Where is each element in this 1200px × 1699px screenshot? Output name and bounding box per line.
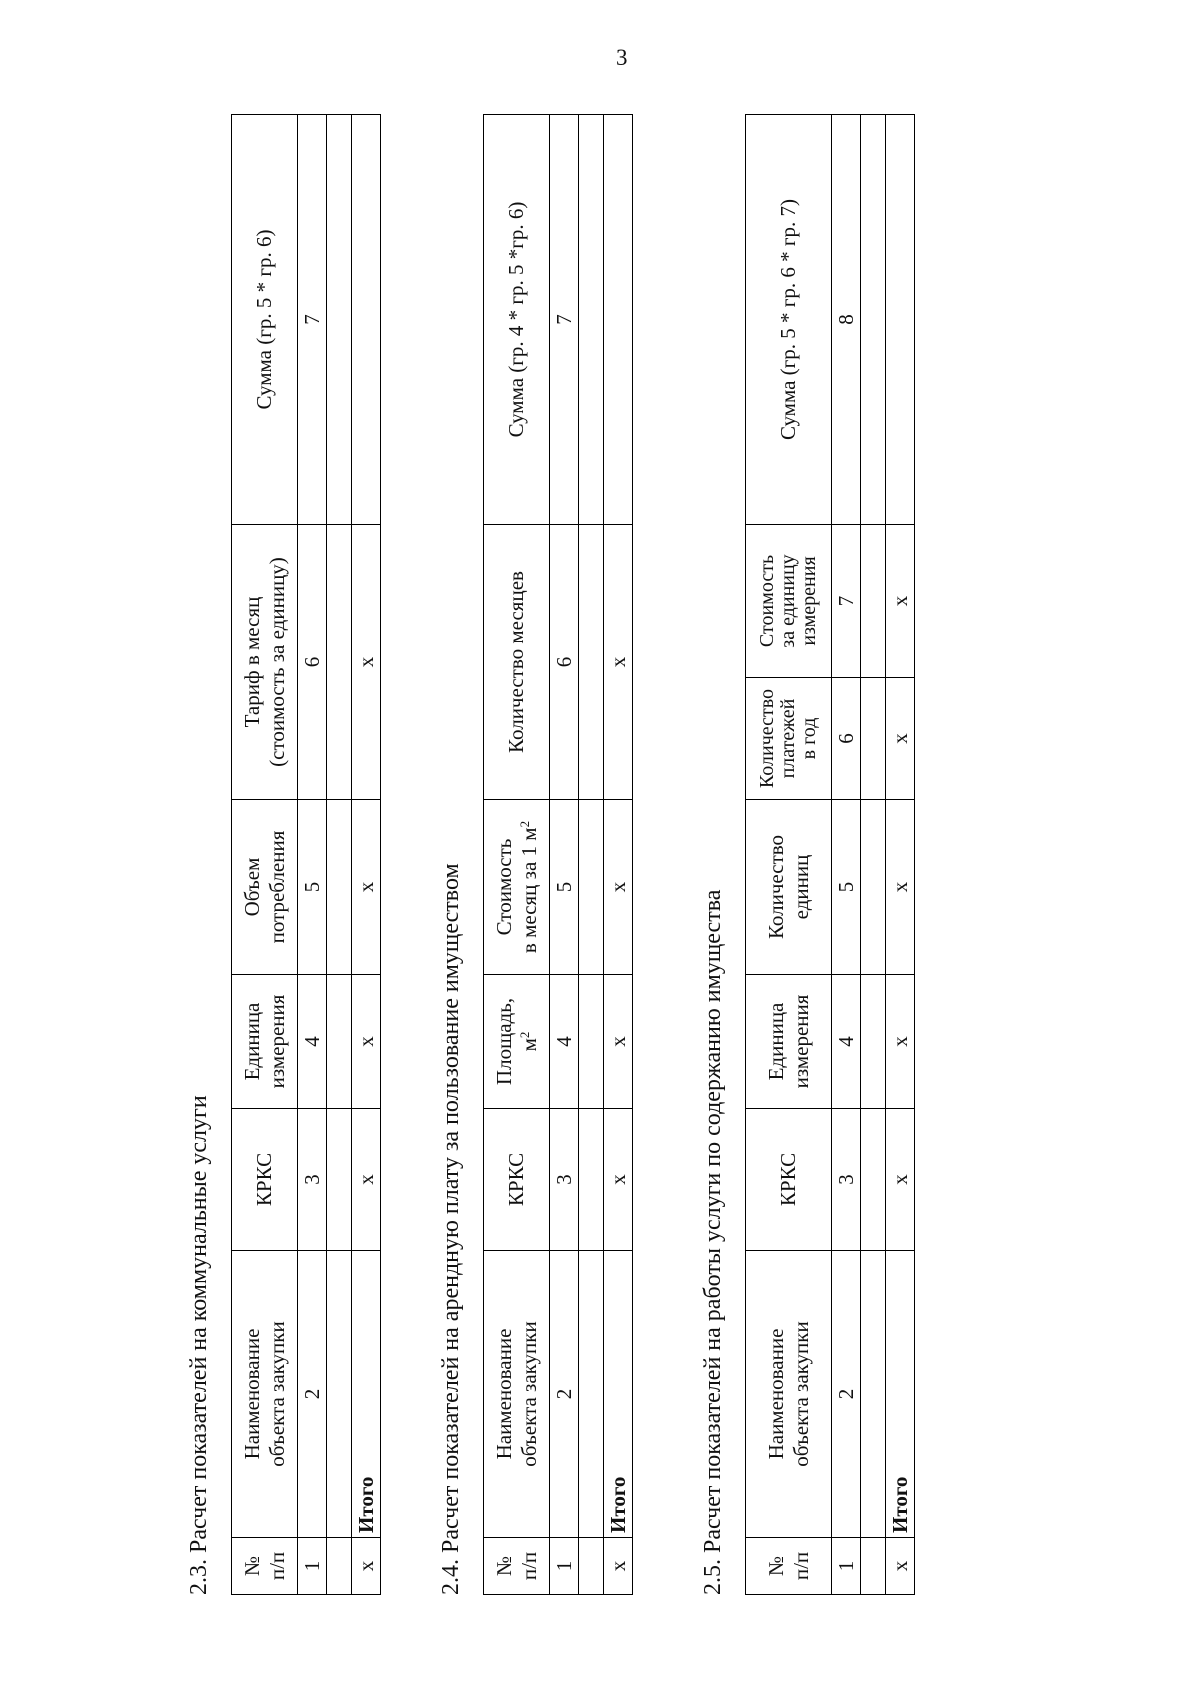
column-index-cell: 2 [832, 1251, 861, 1538]
column-index-cell: 5 [832, 800, 861, 975]
column-index-cell: 1 [550, 1538, 579, 1595]
empty-cell [579, 800, 604, 975]
total-row-x-cell: x [886, 975, 915, 1109]
utility-services-section [187, 115, 381, 1595]
total-row-x-cell: x [604, 1538, 633, 1595]
total-row-x-cell: x [352, 1109, 381, 1251]
column-sum-header: Сумма (гр. 5 * гр. 6 * гр. 7) [746, 115, 832, 525]
empty-cell [579, 1251, 604, 1538]
column-unit-header: Единица измерения [232, 975, 298, 1109]
column-krks-header: КРКС [232, 1109, 298, 1251]
empty-cell [861, 115, 886, 525]
total-row-x-cell: x [604, 975, 633, 1109]
empty-cell [327, 975, 352, 1109]
empty-cell [861, 1538, 886, 1595]
empty-cell [579, 1109, 604, 1251]
column-index-cell: 7 [298, 115, 327, 525]
property-maintenance-table [745, 114, 915, 1595]
empty-cell [579, 115, 604, 525]
column-number-row [832, 115, 861, 1595]
total-row-x-cell: x [604, 525, 633, 800]
total-row [604, 115, 633, 1595]
column-index-cell: 5 [550, 800, 579, 975]
column-index-cell: 4 [832, 975, 861, 1109]
column-index-cell: 1 [298, 1538, 327, 1595]
total-row-x-cell: x [352, 525, 381, 800]
column-sum-header: Сумма (гр. 5 * гр. 6) [232, 115, 298, 525]
rent-title: 2.4. Расчет показателей на арендную плату за пользование имуществом [438, 863, 464, 1595]
total-label: Итого [352, 1251, 381, 1538]
column-index-cell: 5 [298, 800, 327, 975]
column-name-header: Наименование объекта закупки [484, 1251, 550, 1538]
empty-cell [579, 525, 604, 800]
column-tariff-header: Тариф в месяц (стоимость за единицу) [232, 525, 298, 800]
total-row [886, 115, 915, 1595]
area-header-superscript: 2 [516, 1031, 532, 1039]
total-row-x-cell: x [352, 800, 381, 975]
total-row-x-cell: x [886, 678, 915, 800]
column-number-row [298, 115, 327, 1595]
column-index-cell: 3 [298, 1109, 327, 1251]
column-area-header [484, 975, 550, 1109]
empty-data-row [327, 115, 352, 1595]
column-volume-header: Объем потребления [232, 800, 298, 975]
total-row-x-cell: x [352, 1538, 381, 1595]
total-row-x-cell: x [604, 1109, 633, 1251]
column-name-header: Наименование объекта закупки [232, 1251, 298, 1538]
total-row-sum-cell [604, 115, 633, 525]
table-header-row [484, 115, 550, 1595]
total-row-sum-cell [352, 115, 381, 525]
empty-cell [861, 525, 886, 678]
empty-cell [327, 800, 352, 975]
empty-cell [861, 1251, 886, 1538]
column-unit-cost-header: Стоимость за единицу измерения [746, 525, 832, 678]
column-number-header: № п/п [484, 1538, 550, 1595]
total-row-x-cell: x [886, 1538, 915, 1595]
table-header-row [232, 115, 298, 1595]
empty-cell [861, 800, 886, 975]
column-krks-header: КРКС [746, 1109, 832, 1251]
total-label: Итого [886, 1251, 915, 1538]
rent-table [483, 114, 633, 1595]
empty-cell [579, 975, 604, 1109]
column-months-header: Количество месяцев [484, 525, 550, 800]
column-index-cell: 6 [298, 525, 327, 800]
cost-header-superscript: 2 [516, 820, 532, 828]
rent-section [439, 115, 633, 1595]
column-unit-header: Единица измерения [746, 975, 832, 1109]
column-number-header: № п/п [232, 1538, 298, 1595]
empty-data-row [861, 115, 886, 1595]
empty-cell [327, 1109, 352, 1251]
column-index-cell: 3 [550, 1109, 579, 1251]
column-index-cell: 4 [298, 975, 327, 1109]
area-header-main: Площадь, [492, 997, 517, 1086]
column-index-cell: 8 [832, 115, 861, 525]
column-index-cell: 4 [550, 975, 579, 1109]
area-header-unit: м [516, 1038, 541, 1052]
table-header-row [746, 115, 832, 1595]
column-quantity-header: Количество единиц [746, 800, 832, 975]
empty-cell [861, 975, 886, 1109]
total-label: Итого [604, 1251, 633, 1538]
column-index-cell: 2 [550, 1251, 579, 1538]
column-index-cell: 1 [832, 1538, 861, 1595]
total-row-x-cell: x [886, 525, 915, 678]
column-number-header: № п/п [746, 1538, 832, 1595]
column-number-row [550, 115, 579, 1595]
empty-cell [579, 1538, 604, 1595]
utility-services-title: 2.3. Расчет показателей на коммунальные услуги [186, 1095, 212, 1595]
property-maintenance-title: 2.5. Расчет показателей на работы услуги по содержанию имущества [700, 889, 726, 1595]
property-maintenance-section [701, 115, 915, 1595]
column-name-header: Наименование объекта закупки [746, 1251, 832, 1538]
column-index-cell: 7 [832, 525, 861, 678]
rotated-document-content [187, 115, 1007, 1595]
column-cost-header [484, 800, 550, 975]
page-number: 3 [616, 45, 628, 70]
cost-header-unit: в месяц за 1 м [516, 827, 541, 954]
empty-cell [861, 1109, 886, 1251]
empty-cell [327, 115, 352, 525]
empty-cell [327, 1251, 352, 1538]
total-row-x-cell: x [886, 800, 915, 975]
column-payments-header: Количество платежей в год [746, 678, 832, 800]
column-krks-header: КРКС [484, 1109, 550, 1251]
total-row-x-cell: x [352, 975, 381, 1109]
utility-services-table [231, 114, 381, 1595]
column-index-cell: 3 [832, 1109, 861, 1251]
total-row-x-cell: x [604, 800, 633, 975]
total-row-x-cell: x [886, 1109, 915, 1251]
empty-data-row [579, 115, 604, 1595]
column-index-cell: 2 [298, 1251, 327, 1538]
column-index-cell: 6 [832, 678, 861, 800]
empty-cell [861, 678, 886, 800]
column-sum-header: Сумма (гр. 4 * гр. 5 *гр. 6) [484, 115, 550, 525]
column-index-cell: 6 [550, 525, 579, 800]
total-row [352, 115, 381, 1595]
empty-cell [327, 525, 352, 800]
cost-header-main: Стоимость [492, 838, 517, 936]
total-row-sum-cell [886, 115, 915, 525]
empty-cell [327, 1538, 352, 1595]
column-index-cell: 7 [550, 115, 579, 525]
